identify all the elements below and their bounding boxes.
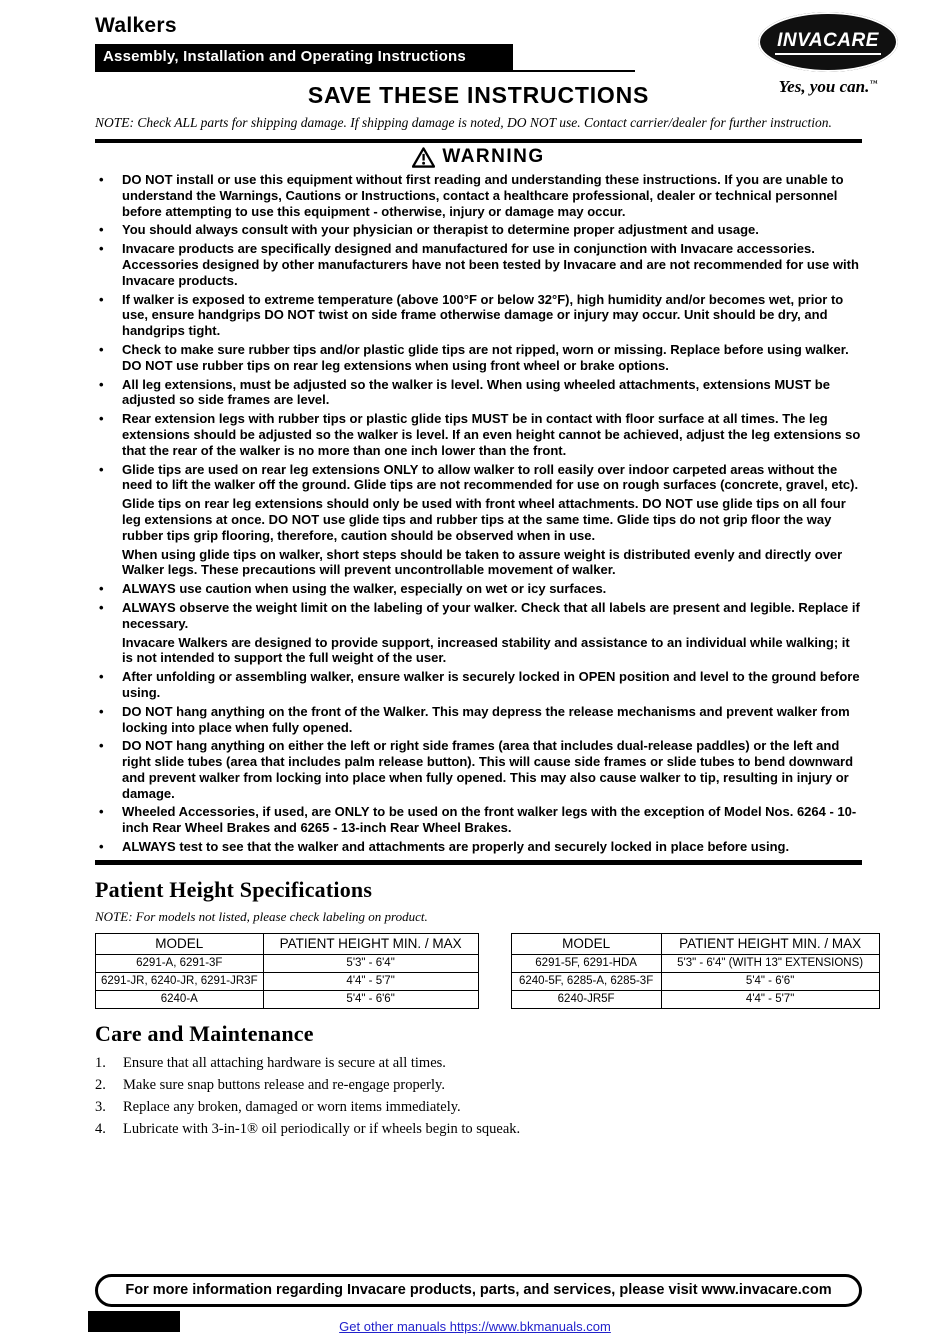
bullet-marker: • [99, 738, 104, 754]
warning-item-text: Rear extension legs with rubber tips or plastic glide tips MUST be in contact with floor surface at all times. The leg extensions should be adjusted so the walker is level. If an even height cannot be achieved, adjust the leg extensions so that the rear of the walker is no more than one inch lower than the front. [122, 411, 861, 458]
care-item [95, 1099, 862, 1116]
warning-item-text: Glide tips are used on rear leg extensions ONLY to allow walker to roll easily over indoor carpeted areas without the need to lift the walker off the ground. Glide tips are not recommended for use on rough surfaces (concrete, gravel, etc). [122, 461, 859, 493]
care-item-text: Ensure that all attaching hardware is secure at all times. [123, 1054, 446, 1071]
care-maintenance-heading: Care and Maintenance [95, 1020, 314, 1046]
warning-item [95, 704, 862, 736]
bullet-marker: • [99, 411, 104, 427]
warning-item-text: All leg extensions, must be adjusted so the walker is level. When using wheeled attachments, extensions MUST be adjusted so side frames are level. [122, 376, 830, 408]
warning-item [95, 804, 862, 836]
warning-rule-top [95, 139, 862, 143]
bullet-marker: • [99, 599, 104, 615]
bullet-marker: • [99, 172, 104, 187]
care-item-text: Lubricate with 3-in-1® oil periodically or if wheels begin to squeak. [123, 1120, 521, 1137]
warning-item [95, 738, 862, 801]
warning-triangle-icon [412, 147, 435, 168]
warning-item [95, 635, 862, 667]
warning-item-text: Invacare products are specifically designed and manufactured for use in conjunction with Invacare accessories. Accessories designed by other manufacturers have not been tested by Invacare and are not recommended for use with Invacare products. [122, 241, 859, 288]
height-cell: 5'4" - 6'6" [661, 972, 879, 990]
bullet-marker: • [99, 291, 104, 307]
bullet-marker: • [99, 376, 104, 392]
warning-item-text: DO NOT hang anything on either the left or right side frames (area that includes dual-release paddles) or the left and right slide tubes (area that includes palm release button). This will cause side frames or slide tubes to bend downward and prevent walker from locking into place when fully opened. This may also cause walker to tip, resulting in injury or damage. [122, 738, 854, 801]
model-cell: 6240-5F, 6285-A, 6285-3F [511, 972, 661, 990]
warning-item [95, 222, 862, 238]
warning-rule-bottom [95, 860, 862, 865]
patient-height-note: NOTE: For models not listed, please check labeling on product. [95, 908, 428, 924]
care-item [95, 1077, 862, 1094]
header [95, 14, 879, 131]
warning-item [95, 839, 862, 855]
trademark-symbol: ™ [869, 78, 878, 88]
warning-item [95, 581, 862, 597]
bullet-marker: • [99, 241, 104, 257]
column-header-model: MODEL [96, 933, 264, 954]
warning-item-text: ALWAYS use caution when using the walker, especially on wet or icy surfaces. [122, 581, 607, 597]
bullet-marker: • [99, 669, 104, 685]
care-item-text: Replace any broken, damaged or worn items immediately. [123, 1098, 461, 1115]
logo-tagline [754, 77, 902, 97]
height-cell: 4'4" - 5'7" [263, 972, 478, 990]
height-cell: 5'3" - 6'4" (WITH 13" EXTENSIONS) [661, 954, 879, 972]
model-cell: 6291-JR, 6240-JR, 6291-JR3F [96, 972, 264, 990]
height-cell: 4'4" - 5'7" [661, 990, 879, 1008]
warning-item [95, 547, 862, 579]
care-list [95, 1055, 862, 1138]
save-instructions-heading: SAVE THESE INSTRUCTIONS [307, 82, 650, 108]
info-banner: For more information regarding Invacare products, parts, and services, please visit www.invacare.com [95, 1274, 862, 1307]
subtitle-underline [95, 44, 635, 72]
column-header-model: MODEL [511, 933, 661, 954]
warning-item [95, 600, 862, 632]
warning-item [95, 241, 862, 288]
table-row [511, 954, 879, 972]
care-item [95, 1121, 862, 1138]
bullet-marker: • [99, 341, 104, 357]
bullet-marker: • [99, 839, 104, 855]
warning-list [95, 172, 862, 855]
table-header-row [511, 933, 879, 954]
care-item-number: 1. [95, 1054, 106, 1071]
warning-item-text: DO NOT install or use this equipment without first reading and understanding these instructions. If you are unable to understand the Warnings, Cautions or Instructions, contact a healthcare professional, dealer or technical personnel before attempting to use this equipment - otherwise, injury or damage may occur. [122, 172, 844, 219]
bkmanuals-link[interactable]: Get other manuals https://www.bkmanuals.com [339, 1319, 611, 1334]
table-row [96, 954, 479, 972]
warning-item [95, 377, 862, 409]
tagline-text: Yes, you can. [778, 77, 870, 96]
manuals-link-row [0, 1318, 950, 1336]
table-row [96, 972, 479, 990]
invacare-logo-text: INVACARE [775, 30, 881, 55]
care-item-text: Make sure snap buttons release and re-engage properly. [123, 1076, 445, 1093]
invacare-logo-oval [758, 12, 898, 72]
care-item-number: 2. [95, 1076, 106, 1093]
warning-item-text: When using glide tips on walker, short steps should be taken to assure weight is distributed evenly and directly over Walker legs. These precautions will prevent uncontrollable movement of walker. [122, 546, 843, 578]
shipping-damage-note: NOTE: Check ALL parts for shipping damage. If shipping damage is noted, DO NOT use. Contact carrier/dealer for further instruction. [95, 115, 832, 130]
warning-item [95, 411, 862, 458]
care-item-number: 3. [95, 1098, 106, 1115]
warning-item [95, 172, 862, 219]
height-cell: 5'3" - 6'4" [263, 954, 478, 972]
warning-heading-label: WARNING [442, 146, 545, 167]
warning-item [95, 669, 862, 701]
model-cell: 6240-A [96, 990, 264, 1008]
warning-item-text: Wheeled Accessories, if used, are ONLY to be used on the front walker legs with the exception of Model Nos. 6264 - 10-inch Rear Wheel Brakes and 6265 - 13-inch Rear Wheel Brakes. [122, 804, 857, 836]
warning-item [95, 342, 862, 374]
warning-item-text: Check to make sure rubber tips and/or plastic glide tips are not ripped, worn or missing. Replace before using walker. DO NOT use rubber tips on rear leg extensions when using front wheel or brake options. [122, 341, 849, 373]
warning-item-text: Glide tips on rear leg extensions should only be used with front wheel attachments. DO NOT use glide tips on all four leg extensions at once. DO NOT use glide tips and rubber tips at the same time. Glide tips do not grip floor the way rubber tips grip flooring, therefore, caution should be observed when in use. [122, 496, 846, 543]
warning-item-text: ALWAYS test to see that the walker and attachments are properly and securely locked in place before using. [122, 839, 790, 855]
column-header-height: PATIENT HEIGHT MIN. / MAX [263, 933, 478, 954]
warning-item [95, 292, 862, 339]
warning-item [95, 462, 862, 494]
bullet-marker: • [99, 804, 104, 820]
warning-heading [95, 146, 862, 168]
table-row [511, 990, 879, 1008]
warning-item-text: You should always consult with your physician or therapist to determine proper adjustment and usage. [122, 222, 759, 238]
table-row [511, 972, 879, 990]
warning-item-text: After unfolding or assembling walker, ensure walker is securely locked in OPEN position and level to the ground before using. [122, 669, 860, 700]
bullet-marker: • [99, 703, 104, 719]
height-cell: 5'4" - 6'6" [263, 990, 478, 1008]
bullet-marker: • [99, 461, 104, 477]
warning-item-text: If walker is exposed to extreme temperature (above 100°F or below 32°F), high humidity and/or becomes wet, prior to use, ensure handgrips DO NOT twist on side frame otherwise damage or injury may occur. Unit should be dry, and handgrips tight. [122, 291, 844, 339]
care-item-number: 4. [95, 1120, 106, 1137]
page-title: Walkers [95, 14, 177, 37]
spec-table-left [95, 933, 479, 1009]
table-row [96, 990, 479, 1008]
spec-tables [95, 933, 862, 1009]
care-item [95, 1055, 862, 1072]
warning-item-text: ALWAYS observe the weight limit on the labeling of your walker. Check that all labels are present and legible. Replace if necessary. [122, 599, 860, 631]
model-cell: 6240-JR5F [511, 990, 661, 1008]
warning-item-text: Invacare Walkers are designed to provide support, increased stability and assistance to an individual while walking; it is not intended to support the full weight of the user. [122, 634, 850, 666]
spec-table-right [511, 933, 880, 1009]
bullet-marker: • [99, 222, 104, 238]
invacare-logo [754, 12, 902, 97]
table-header-row [96, 933, 479, 954]
subtitle-bar: Assembly, Installation and Operating Instructions [95, 44, 513, 70]
model-cell: 6291-A, 6291-3F [96, 954, 264, 972]
column-header-height: PATIENT HEIGHT MIN. / MAX [661, 933, 879, 954]
model-cell: 6291-5F, 6291-HDA [511, 954, 661, 972]
warning-item-text: DO NOT hang anything on the front of the Walker. This may depress the release mechanisms and prevent walker from locking into place when fully opened. [122, 703, 850, 735]
patient-height-heading: Patient Height Specifications [95, 876, 373, 902]
bullet-marker: • [99, 581, 104, 597]
warning-item [95, 496, 862, 543]
